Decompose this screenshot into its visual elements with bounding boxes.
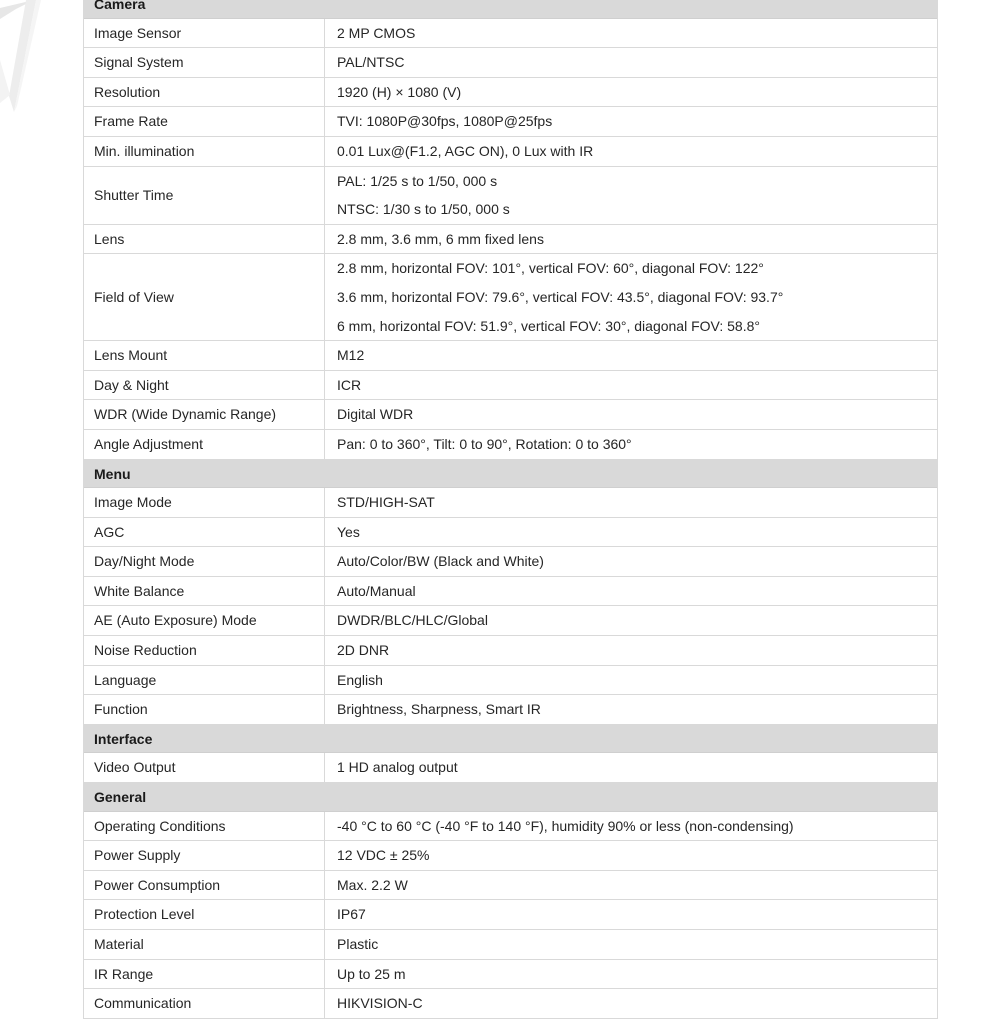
- spec-label: AGC: [94, 523, 125, 540]
- spec-row: [84, 107, 937, 137]
- spec-value: [324, 48, 937, 77]
- spec-row: [84, 547, 937, 577]
- spec-value-line: ICR: [337, 376, 362, 393]
- spec-table: [83, 0, 938, 1019]
- corner-decoration-graphic: [0, 0, 90, 140]
- spec-row: [84, 137, 937, 167]
- spec-value: [324, 900, 937, 929]
- spec-row: [84, 48, 937, 78]
- spec-value: [324, 488, 937, 517]
- spec-value-line: 2 MP CMOS: [337, 24, 416, 41]
- spec-value: [324, 695, 937, 724]
- spec-row: [84, 488, 937, 518]
- spec-value: [324, 225, 937, 254]
- spec-row: [84, 341, 937, 371]
- spec-value-line: 0.01 Lux@(F1.2, AGC ON), 0 Lux with IR: [337, 142, 594, 159]
- spec-value: [324, 341, 937, 370]
- spec-label: White Balance: [94, 582, 185, 599]
- spec-value-line: Max. 2.2 W: [337, 876, 408, 893]
- spec-row: [84, 989, 937, 1019]
- spec-value: [324, 841, 937, 870]
- spec-label: Power Consumption: [94, 876, 221, 893]
- spec-label: Day & Night: [94, 376, 169, 393]
- spec-row: [84, 430, 937, 460]
- spec-row: [84, 871, 937, 901]
- spec-row: [84, 167, 937, 225]
- section-header-camera: Camera: [84, 0, 937, 19]
- spec-row: [84, 577, 937, 607]
- spec-value-line: 2D DNR: [337, 642, 390, 659]
- spec-value-line: PAL: 1/25 s to 1/50, 000 s: [337, 172, 498, 189]
- spec-label: AE (Auto Exposure) Mode: [94, 612, 257, 629]
- spec-value: [324, 107, 937, 136]
- spec-value-line: M12: [337, 347, 365, 364]
- spec-value: [324, 960, 937, 989]
- spec-value: [324, 636, 937, 665]
- spec-label: Resolution: [94, 83, 161, 100]
- spec-row: [84, 666, 937, 696]
- spec-value: [324, 19, 937, 48]
- spec-row: [84, 812, 937, 842]
- spec-value-line: 2.8 mm, 3.6 mm, 6 mm fixed lens: [337, 230, 544, 247]
- spec-value-line: 1920 (H) × 1080 (V): [337, 83, 462, 100]
- spec-value-line: 6 mm, horizontal FOV: 51.9°, vertical FOV: 30°, diagonal FOV: 58.8°: [337, 317, 760, 334]
- spec-label: IR Range: [94, 965, 154, 982]
- spec-row: [84, 930, 937, 960]
- spec-value: [324, 812, 937, 841]
- spec-label: Function: [94, 701, 148, 718]
- section-header-interface: Interface: [84, 725, 937, 754]
- spec-value-line: English: [337, 671, 383, 688]
- spec-value-line: NTSC: 1/30 s to 1/50, 000 s: [337, 201, 510, 218]
- spec-label: WDR (Wide Dynamic Range): [94, 406, 277, 423]
- spec-label: Image Mode: [94, 494, 172, 511]
- spec-value-line: DWDR/BLC/HLC/Global: [337, 612, 488, 629]
- spec-value: [324, 167, 937, 224]
- spec-row: [84, 606, 937, 636]
- spec-row: [84, 371, 937, 401]
- spec-label: Power Supply: [94, 847, 181, 864]
- spec-row: [84, 900, 937, 930]
- spec-label: Angle Adjustment: [94, 435, 203, 452]
- spec-value-line: Pan: 0 to 360°, Tilt: 0 to 90°, Rotation: 0 to 360°: [337, 435, 632, 452]
- spec-value: [324, 930, 937, 959]
- spec-row: [84, 400, 937, 430]
- spec-value-line: Digital WDR: [337, 406, 414, 423]
- spec-label: Operating Conditions: [94, 817, 226, 834]
- spec-value: [324, 137, 937, 166]
- spec-label: Protection Level: [94, 906, 195, 923]
- spec-label: Shutter Time: [94, 186, 174, 203]
- spec-label: Lens Mount: [94, 347, 168, 364]
- spec-row: [84, 254, 937, 341]
- spec-label: Signal System: [94, 54, 184, 71]
- spec-value-line: -40 °C to 60 °C (-40 °F to 140 °F), humidity 90% or less (non-condensing): [337, 817, 794, 834]
- spec-row: [84, 225, 937, 255]
- spec-value-line: Yes: [337, 523, 360, 540]
- spec-value: [324, 606, 937, 635]
- spec-value-line: TVI: 1080P@30fps, 1080P@25fps: [337, 113, 553, 130]
- spec-value-line: STD/HIGH-SAT: [337, 494, 435, 511]
- spec-value-line: 2.8 mm, horizontal FOV: 101°, vertical FOV: 60°, diagonal FOV: 122°: [337, 260, 764, 277]
- spec-label: Field of View: [94, 288, 174, 305]
- section-header-general: General: [84, 783, 937, 812]
- spec-value-line: 12 VDC ± 25%: [337, 847, 430, 864]
- spec-row: [84, 636, 937, 666]
- spec-value-line: Brightness, Sharpness, Smart IR: [337, 701, 541, 718]
- spec-label: Min. illumination: [94, 142, 195, 159]
- spec-row: [84, 19, 937, 49]
- spec-label: Communication: [94, 995, 192, 1012]
- spec-value: [324, 518, 937, 547]
- spec-label: Noise Reduction: [94, 642, 197, 659]
- spec-label: Frame Rate: [94, 113, 168, 130]
- spec-value-line: 3.6 mm, horizontal FOV: 79.6°, vertical FOV: 43.5°, diagonal FOV: 93.7°: [337, 288, 784, 305]
- spec-value-line: Auto/Color/BW (Black and White): [337, 553, 544, 570]
- spec-value: [324, 753, 937, 782]
- spec-label: Video Output: [94, 759, 176, 776]
- spec-value: [324, 400, 937, 429]
- spec-value: [324, 989, 937, 1018]
- spec-label: Material: [94, 936, 144, 952]
- section-header-menu: Menu: [84, 460, 937, 489]
- spec-label: Image Sensor: [94, 24, 182, 41]
- spec-row: [84, 841, 937, 871]
- spec-label: Lens: [94, 230, 125, 247]
- spec-row: [84, 78, 937, 108]
- spec-value: [324, 871, 937, 900]
- spec-value: [324, 254, 937, 340]
- spec-value: [324, 547, 937, 576]
- spec-value-line: Auto/Manual: [337, 582, 416, 599]
- spec-value: [324, 577, 937, 606]
- spec-label: Day/Night Mode: [94, 553, 195, 570]
- spec-value: [324, 666, 937, 695]
- spec-value-line: IP67: [337, 906, 366, 923]
- spec-row: [84, 753, 937, 783]
- spec-value-line: HIKVISION-C: [337, 995, 423, 1012]
- spec-row: [84, 695, 937, 725]
- spec-label: Language: [94, 671, 157, 688]
- spec-value-line: 1 HD analog output: [337, 759, 458, 776]
- spec-row: [84, 960, 937, 990]
- spec-value-line: Plastic: [337, 936, 379, 952]
- spec-value: [324, 78, 937, 107]
- spec-row: [84, 518, 937, 548]
- spec-value-line: Up to 25 m: [337, 965, 406, 982]
- spec-value: [324, 371, 937, 400]
- spec-value: [324, 430, 937, 459]
- spec-value-line: PAL/NTSC: [337, 54, 405, 71]
